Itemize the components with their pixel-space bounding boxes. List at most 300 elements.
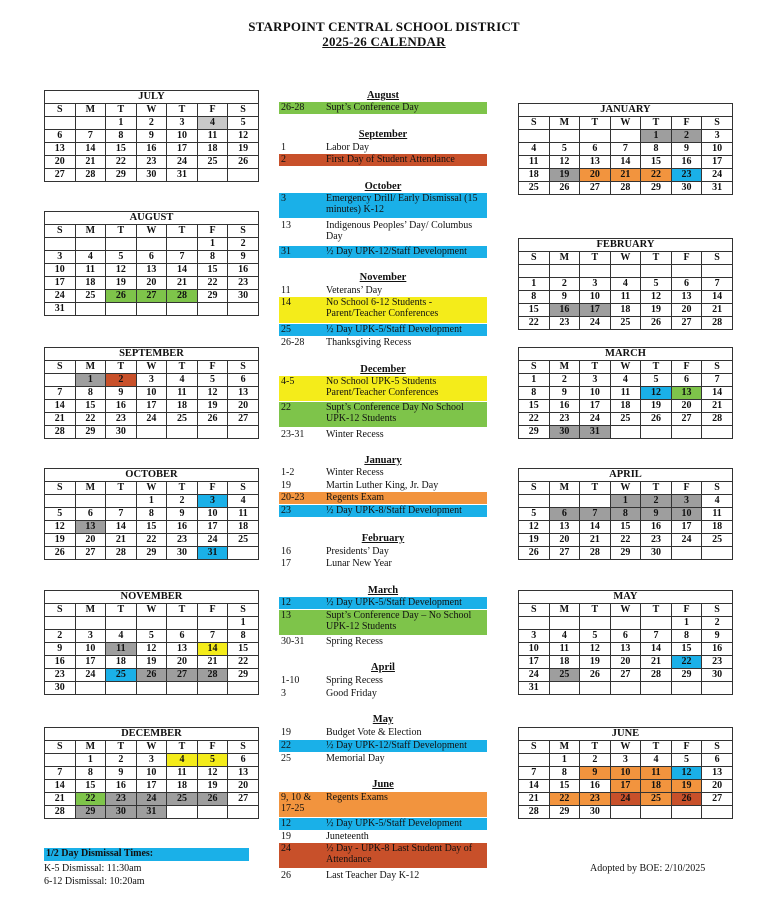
day-cell: 4 xyxy=(549,630,580,643)
day-cell: 11 xyxy=(641,767,672,780)
event-row xyxy=(279,429,487,440)
day-cell: 21 xyxy=(106,534,137,547)
day-cell: 25 xyxy=(197,156,228,169)
day-cell: 4 xyxy=(610,278,641,291)
day-cell: 22 xyxy=(136,534,167,547)
month-calendar-may xyxy=(518,590,733,695)
event-date: 3 xyxy=(281,688,286,699)
event-description: Labor Day xyxy=(326,142,370,153)
day-cell: 10 xyxy=(671,508,702,521)
day-cell: 6 xyxy=(136,251,167,264)
day-cell: 9 xyxy=(106,387,137,400)
day-cell: 19 xyxy=(549,169,580,182)
weekday-header: S xyxy=(45,604,76,617)
month-name: JULY xyxy=(45,91,259,104)
weekday-header: M xyxy=(75,482,106,495)
adopted-date: Adopted by BOE: 2/10/2025 xyxy=(590,863,706,874)
day-cell: 7 xyxy=(641,630,672,643)
empty-day-cell xyxy=(228,426,259,439)
empty-day-cell xyxy=(519,265,550,278)
event-date: 23 xyxy=(281,505,291,516)
empty-day-cell xyxy=(549,265,580,278)
day-cell: 28 xyxy=(197,669,228,682)
empty-day-cell xyxy=(228,169,259,182)
day-cell: 28 xyxy=(167,290,198,303)
day-cell: 18 xyxy=(610,400,641,413)
event-description: Last Teacher Day K-12 xyxy=(326,870,420,881)
day-cell: 14 xyxy=(641,643,672,656)
day-cell: 30 xyxy=(702,669,733,682)
day-cell: 15 xyxy=(106,143,137,156)
day-cell: 15 xyxy=(519,400,550,413)
empty-day-cell xyxy=(641,265,672,278)
day-cell: 3 xyxy=(671,495,702,508)
event-date: 14 xyxy=(281,297,291,308)
day-cell: 29 xyxy=(549,806,580,819)
weekday-header: W xyxy=(610,741,641,754)
month-name: NOVEMBER xyxy=(45,591,259,604)
day-cell: 19 xyxy=(519,534,550,547)
day-cell: 20 xyxy=(671,400,702,413)
event-description: ½ Day UPK-5/Staff Development xyxy=(326,324,462,335)
day-cell: 17 xyxy=(519,656,550,669)
empty-day-cell xyxy=(702,806,733,819)
weekday-header: T xyxy=(580,604,611,617)
empty-day-cell xyxy=(580,682,611,695)
day-cell: 6 xyxy=(228,754,259,767)
weekday-header: M xyxy=(549,252,580,265)
day-cell: 2 xyxy=(671,130,702,143)
event-date: 11 xyxy=(281,285,291,296)
empty-day-cell xyxy=(228,547,259,560)
day-cell: 28 xyxy=(702,413,733,426)
event-date: 24 xyxy=(281,843,291,854)
day-cell: 29 xyxy=(106,169,137,182)
day-cell: 15 xyxy=(610,521,641,534)
day-cell: 29 xyxy=(75,426,106,439)
day-cell: 30 xyxy=(45,682,76,695)
day-cell: 13 xyxy=(671,291,702,304)
day-cell: 29 xyxy=(228,669,259,682)
empty-day-cell xyxy=(167,682,198,695)
day-cell: 21 xyxy=(45,413,76,426)
calendar-title: 2025-26 CALENDAR xyxy=(322,34,446,49)
day-cell: 19 xyxy=(228,143,259,156)
empty-day-cell xyxy=(671,547,702,560)
day-cell: 31 xyxy=(45,303,76,316)
event-month-heading: June xyxy=(372,779,394,790)
day-cell: 24 xyxy=(519,669,550,682)
day-cell: 24 xyxy=(45,290,76,303)
empty-day-cell xyxy=(167,806,198,819)
event-description: Winter Recess xyxy=(326,429,384,440)
weekday-header: T xyxy=(580,117,611,130)
day-cell: 16 xyxy=(45,656,76,669)
empty-day-cell xyxy=(580,130,611,143)
day-cell: 2 xyxy=(228,238,259,251)
day-cell: 8 xyxy=(519,291,550,304)
weekday-header: W xyxy=(136,104,167,117)
weekday-header: T xyxy=(641,741,672,754)
weekday-header: W xyxy=(136,741,167,754)
event-date: 13 xyxy=(281,220,291,231)
day-cell: 6 xyxy=(228,374,259,387)
event-row xyxy=(279,492,487,504)
day-cell: 27 xyxy=(671,317,702,330)
event-month-heading: November xyxy=(359,272,407,283)
day-cell: 17 xyxy=(75,656,106,669)
weekday-header: T xyxy=(641,482,672,495)
weekday-header: S xyxy=(228,361,259,374)
day-cell: 8 xyxy=(519,387,550,400)
day-cell: 4 xyxy=(167,374,198,387)
day-cell: 12 xyxy=(228,130,259,143)
day-cell: 21 xyxy=(197,656,228,669)
day-cell: 5 xyxy=(641,278,672,291)
weekday-header: T xyxy=(167,741,198,754)
weekday-header: M xyxy=(75,604,106,617)
day-cell: 23 xyxy=(580,793,611,806)
day-cell: 9 xyxy=(45,643,76,656)
empty-day-cell xyxy=(671,806,702,819)
day-cell: 22 xyxy=(671,656,702,669)
day-cell: 28 xyxy=(702,317,733,330)
day-cell: 26 xyxy=(136,669,167,682)
empty-day-cell xyxy=(610,426,641,439)
day-cell: 21 xyxy=(75,156,106,169)
day-cell: 19 xyxy=(580,656,611,669)
day-cell: 23 xyxy=(167,534,198,547)
event-description: Regents Exam xyxy=(326,492,385,503)
weekday-header: S xyxy=(228,741,259,754)
empty-day-cell xyxy=(549,495,580,508)
day-cell: 13 xyxy=(136,264,167,277)
day-cell: 5 xyxy=(671,754,702,767)
event-description: Supt’s Conference Day No School UPK-12 Students xyxy=(326,402,464,424)
day-cell: 21 xyxy=(702,400,733,413)
event-date: 22 xyxy=(281,402,291,413)
day-cell: 15 xyxy=(519,304,550,317)
empty-day-cell xyxy=(610,617,641,630)
day-cell: 29 xyxy=(136,547,167,560)
day-cell: 21 xyxy=(167,277,198,290)
dismissal-times-heading: 1/2 Day Dismissal Times: xyxy=(44,848,249,861)
day-cell: 7 xyxy=(610,143,641,156)
day-cell: 13 xyxy=(610,643,641,656)
day-cell: 28 xyxy=(580,547,611,560)
event-description: Regents Exams xyxy=(326,792,388,803)
day-cell: 18 xyxy=(75,277,106,290)
day-cell: 8 xyxy=(549,767,580,780)
day-cell: 24 xyxy=(580,413,611,426)
day-cell: 30 xyxy=(549,426,580,439)
day-cell: 27 xyxy=(702,793,733,806)
weekday-header: S xyxy=(45,482,76,495)
day-cell: 16 xyxy=(671,156,702,169)
weekday-header: M xyxy=(75,361,106,374)
event-row xyxy=(279,870,487,881)
weekday-header: T xyxy=(580,741,611,754)
day-cell: 27 xyxy=(580,182,611,195)
day-cell: 5 xyxy=(549,143,580,156)
weekday-header: S xyxy=(519,361,550,374)
day-cell: 23 xyxy=(641,534,672,547)
day-cell: 23 xyxy=(671,169,702,182)
empty-day-cell xyxy=(106,303,137,316)
day-cell: 29 xyxy=(610,547,641,560)
day-cell: 19 xyxy=(641,304,672,317)
day-cell: 15 xyxy=(136,521,167,534)
day-cell: 13 xyxy=(45,143,76,156)
event-date: 13 xyxy=(281,610,291,621)
day-cell: 17 xyxy=(580,304,611,317)
day-cell: 12 xyxy=(197,387,228,400)
day-cell: 25 xyxy=(167,793,198,806)
day-cell: 5 xyxy=(106,251,137,264)
empty-day-cell xyxy=(136,238,167,251)
weekday-header: M xyxy=(549,117,580,130)
day-cell: 23 xyxy=(106,413,137,426)
day-cell: 25 xyxy=(519,182,550,195)
event-date: 16 xyxy=(281,546,291,557)
day-cell: 9 xyxy=(641,508,672,521)
day-cell: 11 xyxy=(610,291,641,304)
day-cell: 5 xyxy=(45,508,76,521)
day-cell: 4 xyxy=(610,374,641,387)
empty-day-cell xyxy=(75,303,106,316)
day-cell: 5 xyxy=(641,374,672,387)
day-cell: 13 xyxy=(702,767,733,780)
day-cell: 2 xyxy=(641,495,672,508)
day-cell: 5 xyxy=(580,630,611,643)
day-cell: 17 xyxy=(45,277,76,290)
day-cell: 8 xyxy=(641,143,672,156)
event-date: 3 xyxy=(281,193,286,204)
event-date: 12 xyxy=(281,597,291,608)
day-cell: 29 xyxy=(519,426,550,439)
empty-day-cell xyxy=(106,238,137,251)
day-cell: 7 xyxy=(45,767,76,780)
day-cell: 3 xyxy=(610,754,641,767)
day-cell: 8 xyxy=(228,630,259,643)
event-date: 31 xyxy=(281,246,291,257)
month-calendar-december xyxy=(44,727,259,819)
event-description: Martin Luther King, Jr. Day xyxy=(326,480,439,491)
day-cell: 25 xyxy=(641,793,672,806)
day-cell: 17 xyxy=(136,780,167,793)
event-date: 1-2 xyxy=(281,467,295,478)
day-cell: 27 xyxy=(136,290,167,303)
day-cell: 13 xyxy=(671,387,702,400)
empty-day-cell xyxy=(45,374,76,387)
empty-day-cell xyxy=(106,682,137,695)
day-cell: 12 xyxy=(519,521,550,534)
event-date: 4-5 xyxy=(281,376,295,387)
day-cell: 22 xyxy=(75,793,106,806)
day-cell: 14 xyxy=(45,780,76,793)
day-cell: 30 xyxy=(671,182,702,195)
empty-day-cell xyxy=(197,682,228,695)
event-description: Presidents’ Day xyxy=(326,546,389,557)
day-cell: 9 xyxy=(549,291,580,304)
day-cell: 22 xyxy=(519,413,550,426)
day-cell: 20 xyxy=(228,400,259,413)
day-cell: 2 xyxy=(549,374,580,387)
empty-day-cell xyxy=(45,117,76,130)
day-cell: 20 xyxy=(549,534,580,547)
day-cell: 1 xyxy=(228,617,259,630)
day-cell: 26 xyxy=(197,413,228,426)
weekday-header: F xyxy=(671,117,702,130)
event-row xyxy=(279,467,487,478)
empty-day-cell xyxy=(167,617,198,630)
event-month-heading: August xyxy=(366,90,400,101)
month-calendar-october xyxy=(44,468,259,560)
district-title: STARPOINT CENTRAL SCHOOL DISTRICT xyxy=(248,19,520,34)
event-date: 25 xyxy=(281,324,291,335)
weekday-header: W xyxy=(610,252,641,265)
day-cell: 6 xyxy=(45,130,76,143)
day-cell: 16 xyxy=(549,400,580,413)
event-description: No School UPK-5 Students Parent/Teacher Conferences xyxy=(326,376,439,398)
day-cell: 15 xyxy=(549,780,580,793)
day-cell: 28 xyxy=(519,806,550,819)
day-cell: 31 xyxy=(702,182,733,195)
day-cell: 19 xyxy=(641,400,672,413)
event-row xyxy=(279,297,487,323)
day-cell: 1 xyxy=(75,374,106,387)
day-cell: 24 xyxy=(136,413,167,426)
event-row xyxy=(279,558,487,569)
day-cell: 14 xyxy=(75,143,106,156)
day-cell: 1 xyxy=(75,754,106,767)
empty-day-cell xyxy=(641,682,672,695)
day-cell: 24 xyxy=(136,793,167,806)
event-description: Memorial Day xyxy=(326,753,385,764)
day-cell: 12 xyxy=(197,767,228,780)
day-cell: 11 xyxy=(197,130,228,143)
day-cell: 10 xyxy=(702,143,733,156)
day-cell: 23 xyxy=(45,669,76,682)
day-cell: 3 xyxy=(136,374,167,387)
day-cell: 11 xyxy=(167,387,198,400)
day-cell: 3 xyxy=(197,495,228,508)
day-cell: 11 xyxy=(106,643,137,656)
day-cell: 5 xyxy=(197,374,228,387)
day-cell: 10 xyxy=(136,387,167,400)
day-cell: 6 xyxy=(610,630,641,643)
event-date: 25 xyxy=(281,753,291,764)
day-cell: 10 xyxy=(580,291,611,304)
day-cell: 15 xyxy=(228,643,259,656)
day-cell: 12 xyxy=(136,643,167,656)
event-month-heading: October xyxy=(364,181,402,192)
empty-day-cell xyxy=(75,238,106,251)
day-cell: 13 xyxy=(549,521,580,534)
day-cell: 26 xyxy=(641,413,672,426)
weekday-header: T xyxy=(580,482,611,495)
weekday-header: S xyxy=(702,117,733,130)
event-date: 19 xyxy=(281,831,291,842)
day-cell: 20 xyxy=(610,656,641,669)
day-cell: 19 xyxy=(106,277,137,290)
event-date: 19 xyxy=(281,727,291,738)
empty-day-cell xyxy=(671,426,702,439)
day-cell: 16 xyxy=(106,780,137,793)
event-row xyxy=(279,597,487,609)
empty-day-cell xyxy=(45,617,76,630)
weekday-header: T xyxy=(167,361,198,374)
weekday-header: T xyxy=(167,225,198,238)
event-row xyxy=(279,740,487,752)
day-cell: 22 xyxy=(519,317,550,330)
day-cell: 30 xyxy=(641,547,672,560)
day-cell: 29 xyxy=(641,182,672,195)
event-row xyxy=(279,505,487,517)
day-cell: 17 xyxy=(136,400,167,413)
event-date: 30-31 xyxy=(281,636,305,647)
empty-day-cell xyxy=(106,495,137,508)
weekday-header: S xyxy=(519,252,550,265)
612-dismissal-time: 6-12 Dismissal: 10:20am xyxy=(44,876,145,887)
day-cell: 29 xyxy=(671,669,702,682)
day-cell: 14 xyxy=(106,521,137,534)
day-cell: 20 xyxy=(671,304,702,317)
day-cell: 4 xyxy=(519,143,550,156)
day-cell: 30 xyxy=(167,547,198,560)
day-cell: 22 xyxy=(75,413,106,426)
day-cell: 12 xyxy=(580,643,611,656)
day-cell: 1 xyxy=(106,117,137,130)
day-cell: 24 xyxy=(580,317,611,330)
event-month-heading: February xyxy=(361,533,405,544)
day-cell: 21 xyxy=(45,793,76,806)
weekday-header: S xyxy=(702,361,733,374)
weekday-header: T xyxy=(641,361,672,374)
day-cell: 16 xyxy=(136,143,167,156)
empty-day-cell xyxy=(610,806,641,819)
day-cell: 18 xyxy=(610,304,641,317)
day-cell: 2 xyxy=(580,754,611,767)
day-cell: 24 xyxy=(610,793,641,806)
day-cell: 8 xyxy=(136,508,167,521)
weekday-header: F xyxy=(197,225,228,238)
day-cell: 26 xyxy=(549,182,580,195)
day-cell: 1 xyxy=(197,238,228,251)
day-cell: 20 xyxy=(580,169,611,182)
event-date: 9, 10 & 17-25 xyxy=(281,792,312,814)
day-cell: 10 xyxy=(136,767,167,780)
day-cell: 4 xyxy=(75,251,106,264)
day-cell: 12 xyxy=(671,767,702,780)
day-cell: 1 xyxy=(519,278,550,291)
empty-day-cell xyxy=(167,238,198,251)
day-cell: 14 xyxy=(519,780,550,793)
event-row xyxy=(279,193,487,218)
empty-day-cell xyxy=(75,682,106,695)
empty-day-cell xyxy=(228,806,259,819)
day-cell: 31 xyxy=(519,682,550,695)
event-date: 12 xyxy=(281,818,291,829)
weekday-header: T xyxy=(167,482,198,495)
day-cell: 7 xyxy=(197,630,228,643)
empty-day-cell xyxy=(197,617,228,630)
event-description: ½ Day UPK-8/Staff Development xyxy=(326,505,462,516)
day-cell: 16 xyxy=(549,304,580,317)
day-cell: 6 xyxy=(75,508,106,521)
month-name: SEPTEMBER xyxy=(45,348,259,361)
day-cell: 7 xyxy=(519,767,550,780)
